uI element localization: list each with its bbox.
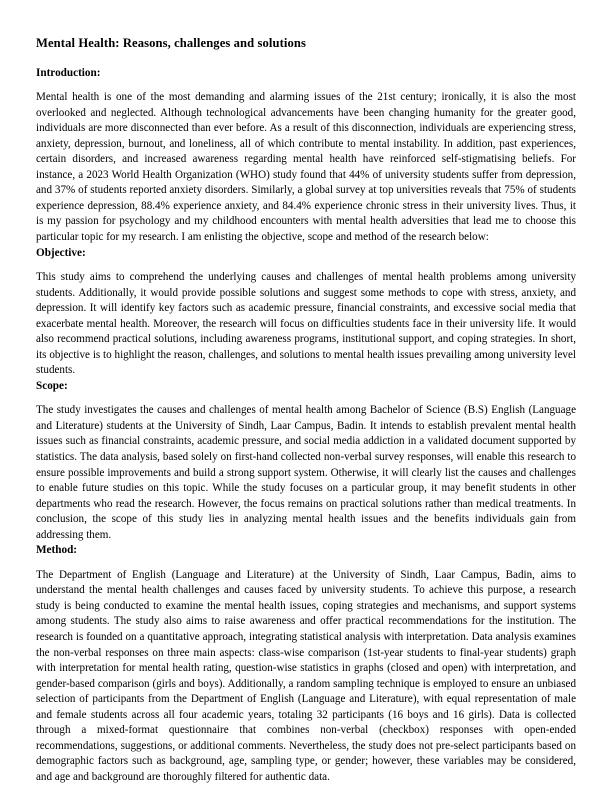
section-introduction: [36, 66, 576, 246]
section-heading-scope: Scope:: [36, 379, 68, 392]
section-heading-method: Method:: [36, 544, 78, 557]
section-body-objective: This study aims to comprehend the underlying causes and challenges of mental health problems among university students. Additionally, it would provide possible solutions and suggest some methods to cope with stress, anxiety, and depression. It will identify key factors such as academic pressure, financial constraints, and excessive social media that exacerbate mental health. Moreover, the research will focus on difficulties students face in their university life. It would also recommend practical solutions, including awareness programs, institutional support, and coping strategies. In short, its objective is to highlight the reason, challenges, and solutions to mental health issues prevailing among university level students.: [36, 271, 576, 377]
section-objective: [36, 246, 576, 379]
page-title: Mental Health: Reasons, challenges and solutions: [36, 36, 306, 50]
section-scope: [36, 379, 576, 543]
section-body-introduction: Mental health is one of the most demanding and alarming issues of the 21st century; ironically, it is also the most overlooked and neglected. Although technological advancements have been changing humanity for the greater good, individuals are more disconnected than ever before. As a result of this disconnection, individuals are experiencing stress, anxiety, depression, burnout, and loneliness, all of which contribute to mental instability. In addition, past experiences, certain disorders, and increased awareness regarding mental health have reinforced self-stigmatising beliefs. For instance, a 2023 World Health Organization (WHO) study found that 44% of university students suffer from depression, and 37% of students reported anxiety disorders. Similarly, a global survey at top universities reveals that 75% of students experience depression, 88.4% experience anxiety, and 84.4% experience chronic stress in their university lives. Thus, it is my passion for psychology and my childhood encounters with mental health adversities that lead me to choose this particular topic for my research. I am enlisting the objective, scope and method of the research below:: [36, 91, 576, 244]
section-method: [36, 543, 576, 785]
section-heading-objective: Objective:: [36, 246, 86, 259]
section-body-method: The Department of English (Language and Literature) at the University of Sindh, Laar Campus, Badin, aims to understand the mental health challenges and causes faced by university students. To achieve this purpose, a research study is being conducted to examine the mental health issues, coping strategies and mechanisms, and support systems among students. The study also aims to raise awareness and offer practical recommendations for the institution. The research is founded on a quantitative approach, integrating statistical analysis with interpretation. Data analysis examines the non-verbal responses on three main aspects: class-wise comparison (1st-year students to final-year students) graph with interpretation for mental health rating, question-wise statistics in graphs (closed and open) with interpretation, and gender-based comparison (girls and boys). Additionally, a random sampling technique is employed to ensure an unbiased selection of participants from the Department of English (Language and Literature), with equal representation of male and female students across all four academic years, totaling 32 participants (16 boys and 16 girls). Data is collected through a mixed-format questionnaire that combines non-verbal (checkbox) responses with open-ended recommendations, suggestions, or additional comments. Nevertheless, the study does not pre-select participants based on demographic factors such as background, age, sampling type, or gender; however, these variables may be considered, and age and background are thoroughly filtered for authentic data.: [36, 568, 576, 783]
section-heading-introduction: Introduction:: [36, 66, 101, 79]
section-body-scope: The study investigates the causes and challenges of mental health among Bachelor of Science (B.S) English (Language and Literature) students at the University of Sindh, Laar Campus, Badin. It intends to establish prevalent mental health issues such as financial constraints, academic pressure, and social media addiction in a validated document supported by statistics. The data analysis, based solely on first-hand collected non-verbal survey responses, will enable this research to ensure possible improvements and build a strong support system. Otherwise, it will clearly list the causes and challenges to enable future studies on this topic. While the study focuses on a particular group, it may benefit students in other departments who read the research. However, the focus remains on practical solutions rather than medical treatments. In conclusion, the scope of this study lies in analyzing mental health issues and the benefits individuals gain from addressing them.: [36, 404, 576, 541]
